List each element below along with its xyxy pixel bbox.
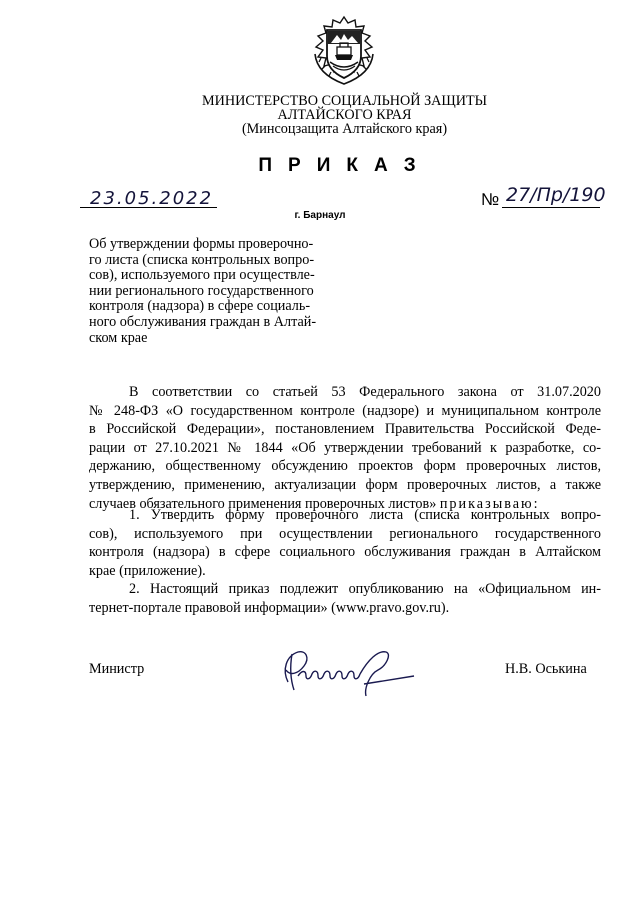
altai-krai-coat-of-arms-icon xyxy=(307,14,381,88)
subject-line: ного обслуживания граждан в Алтай- xyxy=(89,313,317,330)
paragraph-line: рации от 27.10.2021 № 1844 «Об утверждении требований к разработке, со- xyxy=(89,439,601,456)
subject-line: Об утверждении формы проверочно- xyxy=(89,236,314,252)
order-subject xyxy=(89,237,349,346)
ministry-short-name: (Минсоцзащита Алтайского края) xyxy=(241,121,448,137)
order-item-2 xyxy=(89,580,601,617)
paragraph-line-text: случаев обязательного применения проверочных листов» xyxy=(89,495,437,512)
subject-line: сов), используемого при осуществле- xyxy=(89,267,315,284)
paragraph-line: 2. Настоящий приказ подлежит опубликованию на «Официальном ин- xyxy=(129,581,601,597)
subject-line: нии регионального государственного xyxy=(89,282,314,299)
paragraph-line: № 248-ФЗ «О государственном контроле (надзоре) и муниципальном контроле xyxy=(89,402,601,419)
subject-line: контроля (надзора) в сфере социаль- xyxy=(89,298,311,315)
paragraph-line: утверждению, применению, актуализации форм проверочных листов, а также xyxy=(89,476,601,493)
subject-line: ском крае xyxy=(89,329,148,346)
paragraph-line: В соответствии со статьей 53 Федерального закона от 31.07.2020 xyxy=(129,384,601,400)
paragraph-line: крае (приложение). xyxy=(89,562,206,579)
number-sign: № xyxy=(481,190,500,209)
order-number: 27/Пр/190 xyxy=(506,184,606,206)
subject-line: го листа (списка контрольных вопро- xyxy=(89,251,315,268)
order-date: 23.05.2022 xyxy=(90,188,214,209)
number-underline xyxy=(502,207,600,208)
paragraph-line: сов), используемого при осуществлении регионального государственного xyxy=(89,525,601,542)
order-title: ПРИКАЗ xyxy=(258,155,432,176)
paragraph-line: 1. Утвердить форму проверочного листа (списка контрольных вопро- xyxy=(129,507,601,523)
paragraph-line: контроля (надзора) в сфере социального обслуживания граждан в Алтайском xyxy=(89,544,601,561)
preamble-paragraph xyxy=(89,383,601,513)
order-keyword: приказываю: xyxy=(439,495,540,512)
ministry-name-line-1: МИНИСТЕРСТВО СОЦИАЛЬНОЙ ЗАЩИТЫ xyxy=(201,93,488,109)
handwritten-signature-icon xyxy=(268,640,418,702)
date-underline xyxy=(80,207,217,208)
order-item-1 xyxy=(89,506,601,580)
signer-name: Н.В. Оськина xyxy=(505,661,587,677)
city-label: г. Барнаул xyxy=(294,210,346,221)
signer-position: Министр xyxy=(89,661,145,677)
paragraph-line: тернет-портале правовой информации» (www.pravo.gov.ru). xyxy=(89,599,450,616)
ministry-name-line-2: АЛТАЙСКОГО КРАЯ xyxy=(277,107,412,123)
paragraph-line: в Российской Федерации», постановлением Правительства Российской Феде- xyxy=(89,421,601,438)
paragraph-line: держанию, общественному обсуждению проектов форм проверочных листов, xyxy=(89,458,601,475)
